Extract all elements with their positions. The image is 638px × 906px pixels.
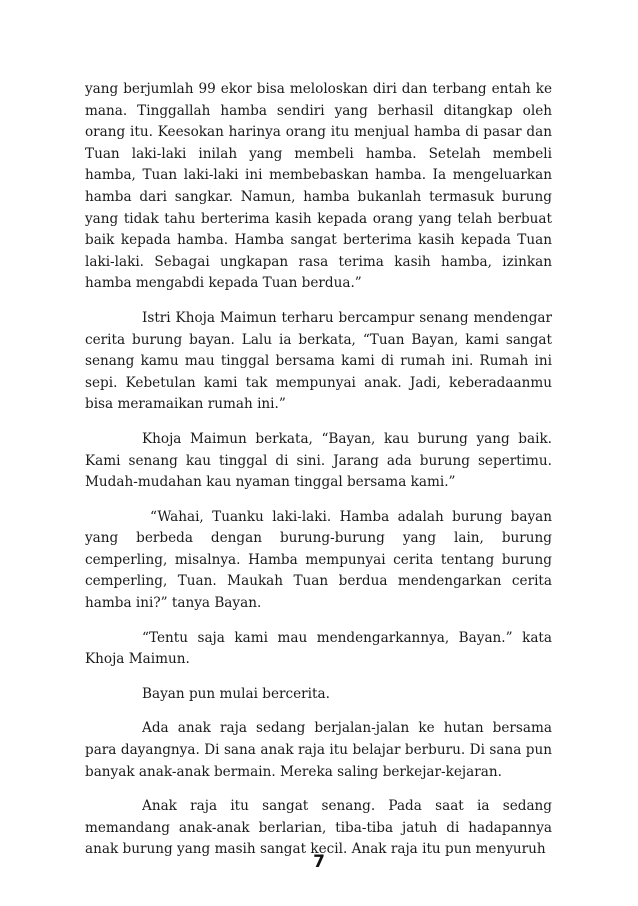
paragraph: “Wahai, Tuanku laki-laki. Hamba adalah burung bayan yang berbeda dengan burung-burung yang lain, burung cemperling, misalnya. Hamba mempunyai cerita tentang burung cemperling, Tuan. Maukah Tuan berdua mendengarkan cerita hamba ini?” tanya Bayan. <box>85 508 552 612</box>
paragraph: Anak raja itu sangat senang. Pada saat ia sedang memandang anak-anak berlarian, tiba-tiba jatuh di hadapannya anak burung yang masih sangat kecil. Anak raja itu pun menyuruh <box>85 798 552 858</box>
paragraph: Bayan pun mulai bercerita. <box>142 685 330 702</box>
paragraph: Khoja Maimun berkata, “Bayan, kau burung yang baik. Kami senang kau tinggal di sini. Jarang ada burung sepertimu. Mudah-mudahan kau nyaman tinggal bersama kami.” <box>85 430 552 491</box>
paragraph: Istri Khoja Maimun terharu bercampur senang mendengar cerita burung bayan. Lalu ia berkata, “Tuan Bayan, kami sangat senang kamu mau tinggal bersama kami di rumah ini. Rumah ini sepi. Kebetulan kami tak mempunyai anak. Jadi, keberadaanmu bisa meramaikan rumah ini.” <box>85 309 552 413</box>
page-body <box>85 79 552 874</box>
paragraph: “Tentu saja kami mau mendengarkannya, Bayan.” kata Khoja Maimun. <box>85 629 552 668</box>
page-number: 7 <box>313 852 325 872</box>
paragraph: Ada anak raja sedang berjalan-jalan ke hutan bersama para dayangnya. Di sana anak raja itu belajar berburu. Di sana pun banyak anak-anak bermain. Mereka saling berkejar-kejaran. <box>85 720 552 780</box>
paragraph-continued: yang berjumlah 99 ekor bisa meloloskan diri dan terbang entah ke mana. Tinggallah hamba sendiri yang berhasil ditangkap oleh orang itu. Keesokan harinya orang itu menjual hamba di pasar dan Tuan laki-laki inilah yang membeli hamba. Setelah membeli hamba, Tuan laki-laki ini membebaskan hamba. Ia mengeluarkan hamba dari sangkar. Namun, hamba bukanlah termasuk burung yang tidak tahu berterima kasih kepada orang yang telah berbuat baik kepada hamba. Hamba sangat berterima kasih kepada Tuan laki-laki. Sebagai ungkapan rasa terima kasih hamba, izinkan hamba mengabdi kepada Tuan berdua.” <box>85 81 552 292</box>
